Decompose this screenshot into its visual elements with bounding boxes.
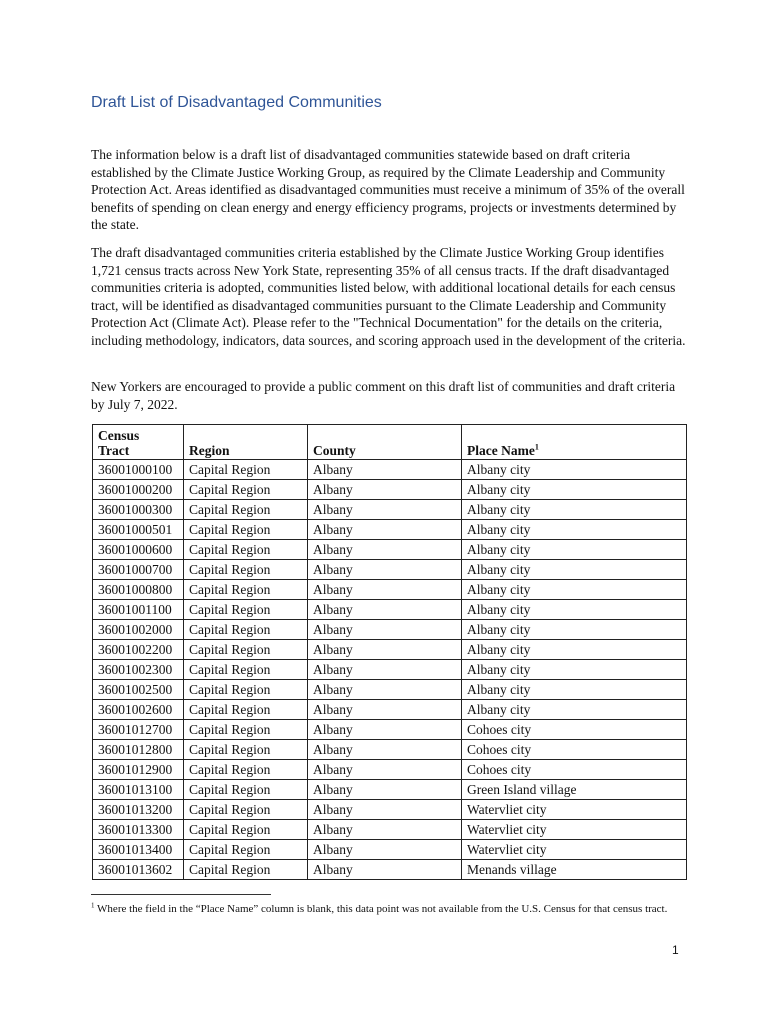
region-cell: Capital Region: [184, 860, 308, 880]
census-tract-cell: 36001002000: [93, 620, 184, 640]
place-name-cell: Cohoes city: [462, 760, 687, 780]
footnote: [91, 901, 691, 917]
census-tract-cell: 36001012700: [93, 720, 184, 740]
county-cell: Albany: [308, 640, 462, 660]
place-name-cell: Albany city: [462, 680, 687, 700]
table-row: [93, 740, 687, 760]
table-row: [93, 500, 687, 520]
criteria-paragraph: The draft disadvantaged communities criteria established by the Climate Justice Working Group identifies 1,721 census tracts across New York State, representing 35% of all census tracts. If the draft disadvantaged communities criteria is adopted, communities listed below, with additional locational details for each census tract, will be identified as disadvantaged communities pursuant to the Climate Leadership and Community Protection Act (Climate Act). Please refer to the "Technical Documentation" for the details on the criteria, including methodology, indicators, data sources, and scoring approach used in the development of the criteria.: [91, 245, 686, 348]
region-cell: Capital Region: [184, 780, 308, 800]
census-tract-cell: 36001013300: [93, 820, 184, 840]
region-cell: Capital Region: [184, 620, 308, 640]
county-cell: Albany: [308, 600, 462, 620]
census-tract-cell: 36001013400: [93, 840, 184, 860]
region-cell: Capital Region: [184, 700, 308, 720]
public-comment-paragraph: New Yorkers are encouraged to provide a public comment on this draft list of communities and draft criteria by July 7, 2022.: [91, 379, 676, 412]
table-row: [93, 760, 687, 780]
census-tract-cell: 36001002600: [93, 700, 184, 720]
place-name-cell: Watervliet city: [462, 800, 687, 820]
place-name-cell: Albany city: [462, 520, 687, 540]
region-cell: Capital Region: [184, 660, 308, 680]
census-tract-cell: 36001002500: [93, 680, 184, 700]
place-name-cell: Menands village: [462, 860, 687, 880]
footnote-divider: [91, 894, 271, 895]
place-name-cell: Albany city: [462, 500, 687, 520]
table-row: [93, 800, 687, 820]
region-cell: Capital Region: [184, 760, 308, 780]
county-cell: Albany: [308, 560, 462, 580]
place-name-cell: Albany city: [462, 580, 687, 600]
county-cell: Albany: [308, 620, 462, 640]
table-row: [93, 680, 687, 700]
county-cell: Albany: [308, 680, 462, 700]
census-tract-cell: 36001000800: [93, 580, 184, 600]
place-name-header: Place Name$^1$: [462, 425, 687, 460]
census-tract-cell: 36001002300: [93, 660, 184, 680]
place-name-cell: Cohoes city: [462, 740, 687, 760]
region-header: Region: [184, 425, 308, 460]
region-cell: Capital Region: [184, 460, 308, 480]
place-name-cell: Watervliet city: [462, 820, 687, 840]
census-tract-cell: 36001013100: [93, 780, 184, 800]
table-row: [93, 620, 687, 640]
table-row: [93, 580, 687, 600]
footnote-number: 1: [91, 901, 95, 910]
place-name-cell: Albany city: [462, 620, 687, 640]
footnote-text: Where the field in the “Place Name” column is blank, this data point was not available from the U.S. Census for that census tract.: [94, 903, 668, 915]
place-name-cell: Green Island village: [462, 780, 687, 800]
county-cell: Albany: [308, 500, 462, 520]
region-cell: Capital Region: [184, 640, 308, 660]
census-tract-header: Census Tract: [93, 425, 184, 460]
table-row: [93, 860, 687, 880]
census-tract-cell: 36001002200: [93, 640, 184, 660]
place-name-cell: Albany city: [462, 660, 687, 680]
region-cell: Capital Region: [184, 520, 308, 540]
county-header: County: [308, 425, 462, 460]
census-tract-cell: 36001000501: [93, 520, 184, 540]
region-cell: Capital Region: [184, 500, 308, 520]
region-cell: Capital Region: [184, 840, 308, 860]
table-header-row: [93, 425, 687, 460]
table-row: [93, 720, 687, 740]
census-tract-cell: 36001000600: [93, 540, 184, 560]
county-cell: Albany: [308, 780, 462, 800]
table-row: [93, 700, 687, 720]
table-row: [93, 820, 687, 840]
place-name-cell: Albany city: [462, 600, 687, 620]
county-cell: Albany: [308, 740, 462, 760]
table-row: [93, 540, 687, 560]
table-row: [93, 560, 687, 580]
census-tract-cell: 36001000100: [93, 460, 184, 480]
footnote-marker: 1: [534, 442, 539, 452]
place-name-cell: Albany city: [462, 560, 687, 580]
census-tract-cell: 36001012800: [93, 740, 184, 760]
table-row: [93, 840, 687, 860]
county-cell: Albany: [308, 460, 462, 480]
region-cell: Capital Region: [184, 820, 308, 840]
county-cell: Albany: [308, 540, 462, 560]
table-row: [93, 660, 687, 680]
region-cell: Capital Region: [184, 720, 308, 740]
table-row: [93, 600, 687, 620]
region-cell: Capital Region: [184, 580, 308, 600]
county-cell: Albany: [308, 520, 462, 540]
table-row: [93, 460, 687, 480]
region-cell: Capital Region: [184, 600, 308, 620]
county-cell: Albany: [308, 700, 462, 720]
census-tract-cell: 36001000700: [93, 560, 184, 580]
region-cell: Capital Region: [184, 560, 308, 580]
intro-paragraph: The information below is a draft list of disadvantaged communities statewide based on draft criteria established by the Climate Justice Working Group, as required by the Climate Leadership and Community Protection Act. Areas identified as disadvantaged communities must receive a minimum of 35% of the overall benefits of spending on clean energy and energy efficiency programs, projects or investments determined by the state.: [91, 147, 685, 232]
communities-table: [92, 424, 687, 880]
county-cell: Albany: [308, 480, 462, 500]
census-tract-cell: 36001013200: [93, 800, 184, 820]
census-tract-cell: 36001000200: [93, 480, 184, 500]
county-cell: Albany: [308, 660, 462, 680]
table-row: [93, 640, 687, 660]
county-cell: Albany: [308, 820, 462, 840]
region-cell: Capital Region: [184, 740, 308, 760]
place-name-cell: Watervliet city: [462, 840, 687, 860]
county-cell: Albany: [308, 760, 462, 780]
place-name-cell: Albany city: [462, 700, 687, 720]
census-tract-cell: 36001000300: [93, 500, 184, 520]
census-tract-cell: 36001013602: [93, 860, 184, 880]
place-name-cell: Cohoes city: [462, 720, 687, 740]
county-cell: Albany: [308, 580, 462, 600]
county-cell: Albany: [308, 840, 462, 860]
table-row: [93, 520, 687, 540]
county-cell: Albany: [308, 860, 462, 880]
place-name-cell: Albany city: [462, 640, 687, 660]
region-cell: Capital Region: [184, 680, 308, 700]
region-cell: Capital Region: [184, 540, 308, 560]
table-row: [93, 780, 687, 800]
table-row: [93, 480, 687, 500]
county-cell: Albany: [308, 800, 462, 820]
census-tract-cell: 36001001100: [93, 600, 184, 620]
page-title: Draft List of Disadvantaged Communities: [91, 94, 382, 111]
county-cell: Albany: [308, 720, 462, 740]
place-name-cell: Albany city: [462, 460, 687, 480]
region-cell: Capital Region: [184, 800, 308, 820]
place-name-cell: Albany city: [462, 540, 687, 560]
census-tract-cell: 36001012900: [93, 760, 184, 780]
region-cell: Capital Region: [184, 480, 308, 500]
place-name-cell: Albany city: [462, 480, 687, 500]
page-number: 1: [672, 943, 679, 957]
